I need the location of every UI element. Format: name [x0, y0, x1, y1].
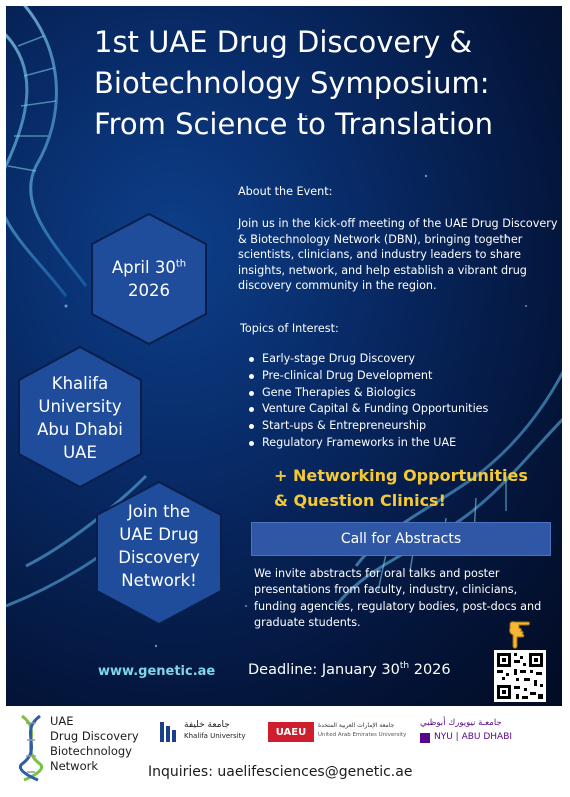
networking-line-1: + Networking Opportunities: [274, 466, 528, 485]
uaeu-english-name: United Arab Emirates University: [318, 732, 407, 738]
dbn-line: Biotechnology: [50, 744, 132, 758]
list-item: Early-stage Drug Discovery: [246, 351, 556, 368]
venue-line: UAE: [63, 443, 97, 462]
nyu-english-name: NYU | ABU DHABI: [434, 732, 513, 742]
join-line: Discovery: [118, 548, 200, 567]
dbn-line: Network: [50, 759, 99, 773]
about-heading: About the Event:: [238, 185, 333, 198]
title-line-1: 1st UAE Drug Discovery &: [94, 25, 473, 59]
poster-footer: [0, 706, 570, 797]
list-item: Start-ups & Entrepreneurship: [246, 418, 556, 435]
join-line: Network!: [121, 571, 197, 590]
dbn-name: [50, 714, 160, 774]
nyu-torch-icon: [420, 733, 430, 743]
abstracts-body: We invite abstracts for oral talks and poster presentations from faculty, industry, clinicians, funding agencies, regulatory bodies, post-docs and graduate students.: [254, 567, 542, 630]
uaeu-logo: [268, 722, 314, 742]
call-for-abstracts-banner: [251, 522, 551, 556]
nyu-arabic-name: جامعـة نيويورك أبوظبي: [420, 718, 502, 728]
topics-heading: Topics of Interest:: [240, 322, 339, 335]
qr-code-graphic: [494, 650, 546, 702]
ku-arabic-name: جامعة خليفة: [184, 720, 230, 730]
event-date-day: April 30: [111, 258, 176, 277]
networking-line-2: & Question Clinics!: [274, 491, 446, 510]
title-line-2: Biotechnology Symposium:: [94, 66, 490, 100]
poster-hero: [6, 6, 562, 706]
event-date-year: 2026: [128, 281, 170, 300]
uaeu-arabic-name: جامعة الإمارات العربية المتحدة: [318, 722, 395, 729]
dna-logo-icon: [14, 714, 48, 782]
uaeu-abbrev: UAEU: [275, 726, 307, 738]
list-item: Pre-clinical Drug Development: [246, 368, 556, 385]
ku-english-name: Khalifa University: [184, 732, 246, 740]
list-item: Gene Therapies & Biologics: [246, 385, 556, 402]
dbn-line: Drug Discovery: [50, 729, 139, 743]
join-network: [100, 500, 218, 592]
list-item: Venture Capital & Funding Opportunities: [246, 401, 556, 418]
event-venue: [20, 372, 140, 464]
event-date-suffix: th: [175, 258, 187, 270]
deadline-year: 2026: [409, 662, 451, 678]
pointing-down-hand-icon: [506, 620, 532, 650]
join-line: UAE Drug: [119, 525, 199, 544]
inquiries-email[interactable]: Inquiries: uaelifesciences@genetic.ae: [148, 764, 413, 780]
list-item: Regulatory Frameworks in the UAE: [246, 435, 556, 452]
topics-list: [246, 351, 556, 452]
networking-callout: [274, 463, 562, 513]
title-line-3: From Science to Translation: [94, 107, 494, 141]
website-link[interactable]: www.genetic.ae: [98, 664, 216, 679]
event-date: [102, 256, 196, 302]
deadline-suffix: th: [399, 661, 410, 672]
about-body: Join us in the kick-off meeting of the UAE Drug Discovery & Biotechnology Network (DBN), bringing together scientists, clinicians, and industry leaders to share insights, network, and help establish a vibrant drug discovery community in the region.: [238, 217, 558, 293]
deadline: [248, 662, 451, 678]
call-for-abstracts-label: Call for Abstracts: [340, 531, 462, 547]
venue-line: University: [38, 397, 122, 416]
venue-line: Abu Dhabi: [37, 420, 123, 439]
qr-code-icon[interactable]: [494, 650, 546, 702]
deadline-prefix: Deadline: January 30: [248, 662, 400, 678]
join-line: Join the: [127, 502, 191, 521]
khalifa-university-logo-icon: [158, 720, 180, 744]
venue-line: Khalifa: [51, 374, 109, 393]
dbn-line: UAE: [50, 714, 74, 728]
